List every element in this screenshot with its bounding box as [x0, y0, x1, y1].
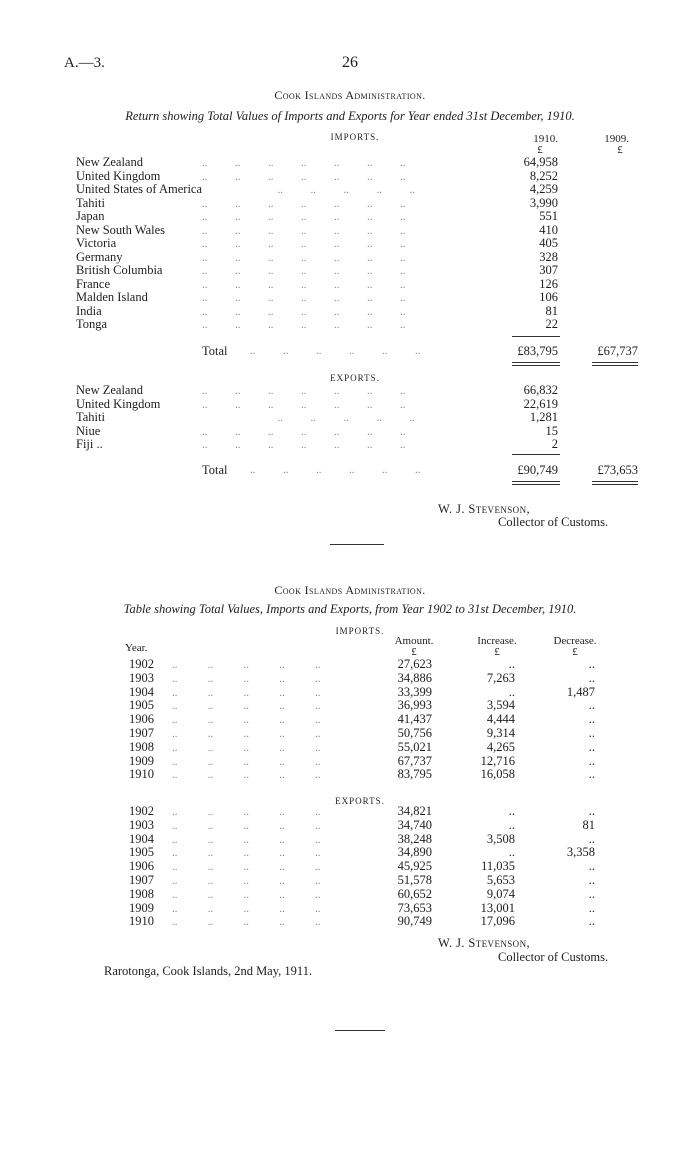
table2-currency-increase: £: [494, 646, 500, 658]
table-row: [0, 290, 700, 304]
dot-leader: .. .. .. .. .. .. ..: [202, 197, 406, 210]
table1-imports-total-1909: £67,737: [597, 344, 638, 358]
table2-col-increase: Increase.: [477, 635, 517, 647]
table1-imports-sum-rule: [512, 336, 560, 337]
table-row: [0, 726, 700, 740]
decrease-cell: ..: [588, 859, 595, 874]
table1-currency-1909: £: [617, 144, 623, 156]
value-1910: 307: [539, 263, 558, 277]
increase-cell: ..: [508, 657, 515, 671]
page-reference: A.—3.: [64, 55, 105, 71]
dot-leader: .. .. .. .. .. .. ..: [202, 238, 406, 250]
amount-cell: 83,795: [397, 767, 432, 782]
table-row: [0, 196, 700, 210]
table-row: [0, 754, 700, 768]
table-row: [0, 250, 700, 264]
amount-cell: 90,749: [397, 914, 432, 929]
dot-leader: .. .. .. .. .. .. ..: [202, 251, 406, 264]
table1-exports-total-1909-rule: [592, 481, 638, 485]
table2-imports-label: IMPORTS.: [335, 626, 385, 636]
decrease-cell: ..: [588, 698, 595, 713]
table1-imports-total-1910-rule: [512, 362, 560, 366]
value-1910: 81: [545, 303, 558, 318]
amount-cell: 67,737: [397, 753, 432, 768]
decrease-cell: ..: [588, 753, 595, 768]
table1-subheading: Return showing Total Values of Imports and Exports for Year ended 31st December, 1910.: [125, 109, 575, 123]
table2-col-year: Year.: [125, 642, 148, 654]
country-name: United Kingdom: [76, 396, 161, 411]
year-cell: 1909: [129, 753, 154, 768]
country-name: France: [76, 276, 111, 291]
table1-signature-name: W. J. Stevenson,: [438, 502, 530, 516]
decrease-cell: ..: [588, 873, 595, 887]
country-name: United States of America: [76, 182, 203, 196]
table2-col-amount: Amount.: [394, 635, 434, 647]
country-name: Tonga: [76, 317, 108, 331]
table-row: [0, 740, 700, 754]
value-1910: 551: [539, 209, 558, 223]
table-row: [0, 236, 700, 250]
country-name: New Zealand: [76, 383, 143, 397]
table2-signature-name: W. J. Stevenson,: [438, 936, 530, 950]
amount-cell: 34,890: [397, 845, 432, 860]
year-cell: 1902: [129, 657, 154, 671]
page-number: 26: [342, 54, 358, 71]
value-1910: 8,252: [529, 168, 558, 183]
table-row: [0, 818, 700, 832]
dot-leader: .. .. .. .. ..: [172, 819, 321, 832]
dot-leader: .. .. .. .. ..: [172, 833, 321, 846]
table2-currency-amount: £: [411, 646, 417, 658]
increase-cell: 3,508: [486, 831, 515, 846]
amount-cell: 73,653: [397, 900, 432, 915]
dot-leader: .. .. .. .. ..: [172, 672, 321, 685]
dot-leader: .. .. .. .. .. .. ..: [202, 292, 406, 304]
year-cell: 1906: [129, 859, 154, 874]
dot-leader: .. .. .. .. ..: [172, 686, 321, 699]
table2-subheading: Table showing Total Values, Imports and Exports, from Year 1902 to 31st December, 1910.: [123, 602, 577, 616]
increase-cell: ..: [508, 817, 515, 832]
dot-leader: .. .. .. .. ..: [172, 741, 321, 754]
place-and-date: Rarotonga, Cook Islands, 2nd May, 1911.: [104, 964, 313, 978]
country-name: British Columbia: [76, 263, 163, 277]
table-row: [0, 887, 700, 901]
dot-leader: .. .. .. .. .. .. ..: [202, 439, 406, 451]
year-cell: 1904: [129, 684, 154, 699]
value-1910: 4,259: [529, 182, 558, 196]
increase-cell: 9,074: [486, 886, 515, 901]
table1-signature-title: Collector of Customs.: [498, 515, 609, 529]
table1-imports-label: IMPORTS.: [330, 132, 380, 142]
year-cell: 1908: [129, 886, 154, 901]
table-row: [0, 901, 700, 915]
decrease-cell: ..: [588, 670, 595, 685]
decrease-cell: ..: [588, 657, 595, 671]
table1-imports-total-label: Total: [202, 344, 228, 358]
decrease-cell: ..: [588, 914, 595, 929]
amount-cell: 50,756: [397, 726, 432, 740]
table-row: [0, 873, 700, 887]
country-name: Tahiti: [76, 195, 105, 210]
year-cell: 1902: [129, 804, 154, 818]
section-divider: [330, 544, 384, 545]
table-row: [0, 698, 700, 712]
decrease-cell: ..: [588, 767, 595, 782]
amount-cell: 38,248: [397, 831, 432, 846]
table2-exports-label: EXPORTS.: [335, 796, 385, 806]
table1-col-1910: 1910.: [533, 133, 558, 145]
table-row: [0, 712, 700, 726]
decrease-cell: 81: [582, 817, 595, 832]
increase-cell: ..: [508, 804, 515, 818]
dot-leader: .. .. .. .. ..: [172, 875, 321, 887]
country-name: Malden Island: [76, 290, 148, 304]
country-name: Japan: [76, 209, 105, 223]
year-cell: 1905: [129, 845, 154, 860]
country-name: Victoria: [76, 236, 117, 250]
increase-cell: 7,263: [486, 670, 515, 685]
table-row: [0, 437, 700, 451]
year-cell: 1903: [129, 670, 154, 685]
increase-cell: 11,035: [481, 859, 515, 874]
dot-leader: .. .. .. .. .. .. ..: [202, 224, 406, 237]
table-row: [0, 155, 700, 169]
country-name: United Kingdom: [76, 168, 161, 183]
dot-leader: .. .. .. .. ..: [172, 700, 321, 713]
table1-exports-total-leader: .. .. .. .. .. ..: [250, 464, 421, 476]
value-1910: 328: [539, 249, 558, 264]
table1-exports-total-1910: £90,749: [517, 463, 558, 477]
year-cell: 1910: [129, 767, 154, 782]
increase-cell: ..: [508, 845, 515, 860]
table1-col-1909: 1909.: [604, 133, 629, 145]
table-row: [0, 277, 700, 291]
table-row: [0, 685, 700, 699]
dot-leader: .. .. .. .. ..: [172, 728, 321, 740]
table-row: [0, 914, 700, 928]
country-name: New Zealand: [76, 155, 143, 169]
table-row: [0, 263, 700, 277]
year-cell: 1904: [129, 831, 154, 846]
decrease-cell: ..: [588, 886, 595, 901]
dot-leader: .. .. .. .. ..: [172, 861, 321, 874]
table-row: [0, 832, 700, 846]
table1-imports-total-leader: .. .. .. .. .. ..: [250, 345, 421, 357]
table-row: [0, 671, 700, 685]
value-1910: 405: [539, 236, 558, 250]
value-1910: 15: [545, 423, 558, 438]
table-row: [0, 845, 700, 859]
amount-cell: 36,993: [397, 698, 432, 713]
amount-cell: 45,925: [397, 859, 432, 874]
country-name: Fiji ..: [76, 437, 103, 451]
value-1910: 66,832: [523, 383, 558, 397]
increase-cell: 9,314: [486, 726, 515, 740]
table1-heading: Cook Islands Administration.: [274, 88, 426, 102]
value-1910: 64,958: [523, 155, 558, 169]
increase-cell: 16,058: [480, 767, 515, 782]
value-1910: 22: [545, 317, 558, 331]
value-1910: 410: [539, 222, 558, 237]
dot-leader: .. .. .. .. .. .. ..: [202, 278, 406, 291]
dot-leader: .. .. .. .. .. .. ..: [202, 398, 406, 411]
table-row: [0, 804, 700, 818]
table-row: [0, 209, 700, 223]
table1-exports-total-1910-rule: [512, 481, 560, 485]
year-cell: 1908: [129, 739, 154, 754]
dot-leader: .. .. .. .. ..: [250, 412, 415, 424]
table-row: [0, 317, 700, 331]
year-cell: 1906: [129, 712, 154, 727]
increase-cell: 3,594: [486, 698, 515, 713]
decrease-cell: ..: [588, 726, 595, 740]
amount-cell: 33,399: [397, 684, 432, 699]
dot-leader: .. .. .. .. .. .. ..: [202, 305, 406, 318]
decrease-cell: 1,487: [566, 684, 595, 699]
dot-leader: .. .. .. .. .. .. ..: [202, 425, 406, 438]
year-cell: 1907: [129, 726, 154, 740]
dot-leader: .. .. .. .. ..: [172, 916, 321, 929]
dot-leader: .. .. .. .. ..: [172, 902, 321, 915]
table-row: [0, 304, 700, 318]
dot-leader: .. .. .. .. .. .. ..: [202, 157, 406, 169]
increase-cell: ..: [508, 684, 515, 699]
table1-imports-total-1910: £83,795: [517, 344, 558, 358]
dot-leader: .. .. .. .. .. .. ..: [202, 265, 406, 277]
value-1910: 1,281: [529, 410, 558, 424]
year-cell: 1909: [129, 900, 154, 915]
value-1910: 22,619: [523, 396, 558, 411]
table2-heading: Cook Islands Administration.: [274, 583, 426, 597]
table-row: [0, 223, 700, 237]
increase-cell: 4,444: [486, 712, 515, 727]
increase-cell: 5,653: [486, 873, 515, 887]
decrease-cell: ..: [588, 804, 595, 818]
table-row: [0, 410, 700, 424]
table1-currency-1910: £: [537, 144, 543, 156]
year-cell: 1905: [129, 698, 154, 713]
decrease-cell: ..: [588, 831, 595, 846]
amount-cell: 60,652: [397, 886, 432, 901]
amount-cell: 41,437: [397, 712, 432, 727]
amount-cell: 34,740: [397, 817, 432, 832]
dot-leader: .. .. .. .. ..: [172, 806, 321, 818]
dot-leader: .. .. .. .. ..: [172, 847, 321, 860]
table1-exports-total-label: Total: [202, 463, 228, 477]
dot-leader: .. .. .. .. ..: [172, 888, 321, 901]
year-cell: 1907: [129, 873, 154, 887]
value-1910: 106: [539, 290, 558, 304]
amount-cell: 34,886: [397, 670, 432, 685]
country-name: India: [76, 303, 102, 318]
table-row: [0, 383, 700, 397]
amount-cell: 27,623: [397, 657, 432, 671]
table-row: [0, 169, 700, 183]
increase-cell: 4,265: [486, 739, 515, 754]
dot-leader: .. .. .. .. .. .. ..: [202, 319, 406, 331]
amount-cell: 55,021: [397, 739, 432, 754]
dot-leader: .. .. .. .. ..: [172, 714, 321, 727]
table-row: [0, 424, 700, 438]
country-name: Tahiti: [76, 410, 105, 424]
amount-cell: 51,578: [397, 873, 432, 887]
amount-cell: 34,821: [397, 804, 432, 818]
decrease-cell: ..: [588, 712, 595, 727]
table1-imports-total-1909-rule: [592, 362, 638, 366]
table2-signature-title: Collector of Customs.: [498, 950, 609, 964]
table1-exports-total-1909: £73,653: [597, 463, 638, 477]
country-name: Germany: [76, 249, 123, 264]
dot-leader: .. .. .. .. ..: [172, 755, 321, 768]
decrease-cell: 3,358: [566, 845, 595, 860]
decrease-cell: ..: [588, 739, 595, 754]
year-cell: 1910: [129, 914, 154, 929]
table2-col-decrease: Decrease.: [553, 635, 597, 647]
dot-leader: .. .. .. .. .. .. ..: [202, 211, 406, 223]
value-1910: 126: [539, 276, 558, 291]
value-1910: 2: [551, 437, 558, 451]
increase-cell: 13,001: [480, 900, 515, 915]
dot-leader: .. .. .. .. .. .. ..: [202, 385, 406, 397]
table-row: [0, 859, 700, 873]
dot-leader: .. .. .. .. ..: [172, 769, 321, 782]
table-row: [0, 657, 700, 671]
table1-exports-sum-rule: [512, 454, 560, 455]
country-name: New South Wales: [76, 222, 166, 237]
decrease-cell: ..: [588, 900, 595, 915]
country-name: Niue: [76, 423, 101, 438]
dot-leader: .. .. .. .. ..: [250, 184, 415, 196]
increase-cell: 17,096: [480, 914, 515, 929]
table1-exports-label: EXPORTS.: [330, 373, 380, 383]
table2-currency-decrease: £: [572, 646, 578, 658]
table-row: [0, 397, 700, 411]
dot-leader: .. .. .. .. ..: [172, 659, 321, 671]
value-1910: 3,990: [529, 195, 558, 210]
footer-divider: [335, 1030, 385, 1031]
table-row: [0, 767, 700, 781]
year-cell: 1903: [129, 817, 154, 832]
dot-leader: .. .. .. .. .. .. ..: [202, 170, 406, 183]
increase-cell: 12,716: [480, 753, 515, 768]
table-row: [0, 182, 700, 196]
